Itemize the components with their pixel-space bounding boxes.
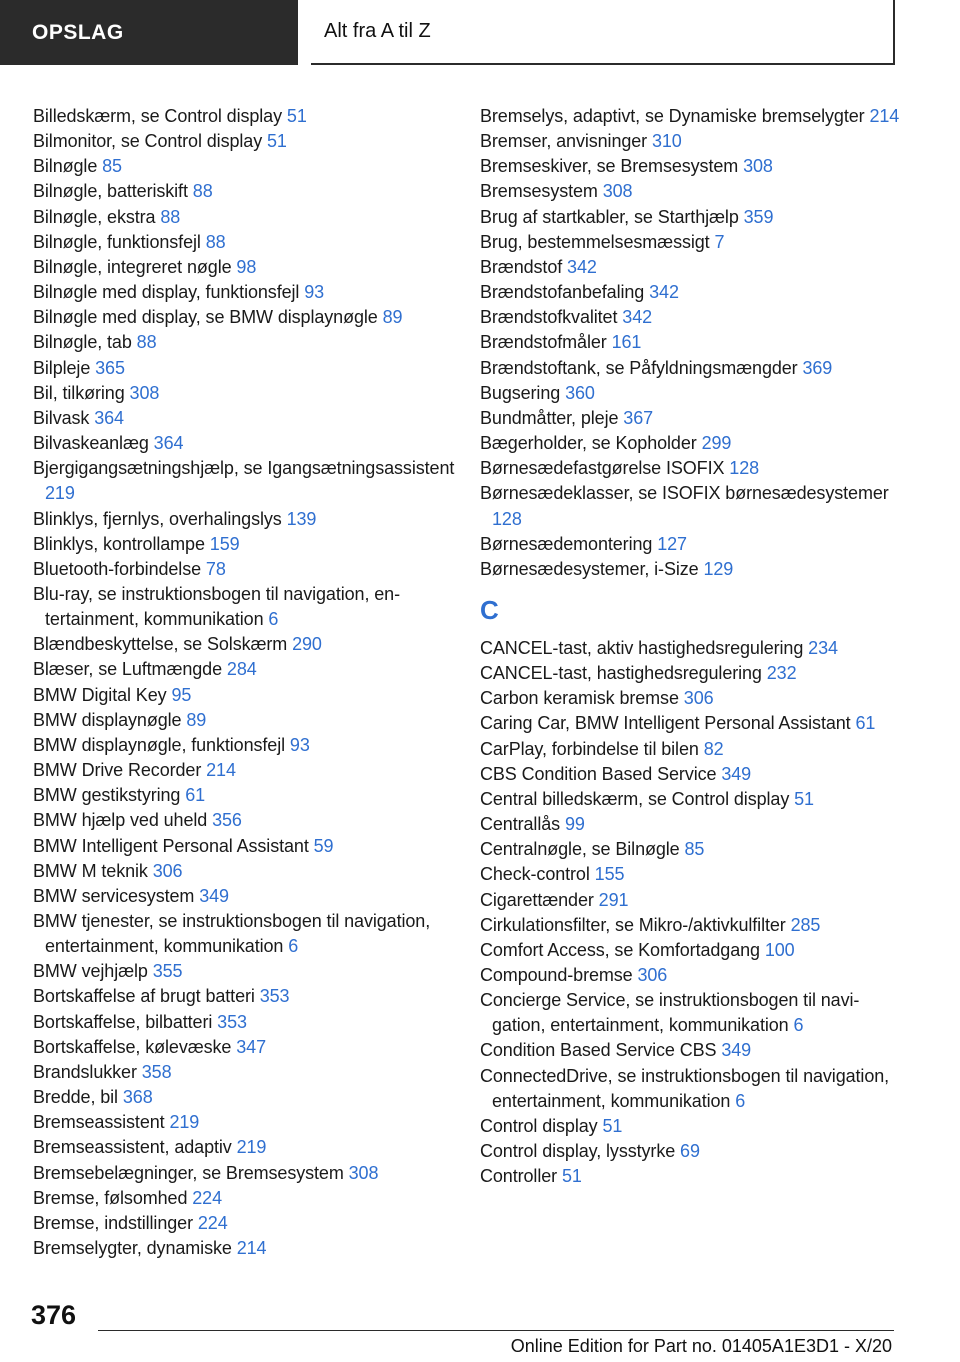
index-entry (480, 154, 900, 179)
index-term: BMW Drive Recorder (33, 760, 202, 781)
index-term: Cirkulationsfilter, se Mikro-/aktivkulfilter (480, 914, 786, 935)
index-term: Check-control (480, 864, 590, 885)
index-entry (33, 808, 463, 833)
index-entry (33, 406, 463, 431)
page-reference-link[interactable]: 51 (602, 1115, 623, 1136)
index-term: Børnesædeklasser, se ISOFIX børnesædesystemer (480, 483, 889, 504)
chapter-title-text: Alt fra A til Z (324, 20, 431, 42)
index-term: Bilnøgle, batteriskift (33, 181, 188, 202)
page-reference-link[interactable]: 129 (703, 558, 734, 579)
index-entry (480, 787, 900, 812)
page-reference-link[interactable]: 100 (764, 939, 795, 960)
page-reference-link[interactable]: 369 (802, 357, 833, 378)
index-entry (33, 456, 463, 506)
page-reference-link[interactable]: 6 (735, 1090, 746, 1111)
index-term: CANCEL-tast, aktiv hastighedsregulering (480, 637, 804, 658)
page-reference-link[interactable]: 159 (209, 533, 240, 554)
index-term: Bilpleje (33, 357, 91, 378)
page-reference-link[interactable]: 127 (657, 533, 687, 554)
index-term: Compound-bremse (480, 965, 633, 985)
index-entry (480, 888, 900, 913)
index-term: Bremsesystem (480, 181, 598, 202)
index-term: Bremselys, adaptivt, se Dynamiske bremselygter (480, 106, 865, 126)
index-entry (33, 859, 463, 884)
index-term: Controller (480, 1166, 558, 1187)
section-label: OPSLAG (32, 20, 124, 44)
section-tab (0, 0, 298, 65)
page-reference-link[interactable]: 78 (205, 558, 226, 579)
index-term: Billedskærm, se Control display (33, 106, 282, 126)
page-reference-link[interactable]: 6 (268, 609, 279, 630)
index-term: Caring Car, BMW Intelligent Personal Assistant (480, 713, 851, 734)
index-entry (33, 758, 463, 783)
index-entry (33, 632, 463, 657)
index-term: Bilnøgle, funktionsfejl (33, 231, 201, 252)
index-entry (33, 280, 463, 305)
page-reference-link[interactable]: 128 (729, 458, 760, 479)
index-entry (33, 230, 463, 255)
index-term: Bremsebelægninger, se Bremsesystem (33, 1162, 344, 1183)
index-entry (33, 708, 463, 733)
page-reference-link[interactable]: 98 (236, 256, 257, 277)
index-term: Bilnøgle, integreret nøgle (33, 256, 232, 277)
index-term: ConnectedDrive, se instruktionsbogen til navigation, entertainment, kommunikation (480, 1065, 890, 1111)
page-reference-link[interactable]: 82 (703, 738, 724, 759)
index-entry (480, 661, 900, 686)
index-term: BMW Digital Key (33, 684, 167, 705)
page-reference-link[interactable]: 299 (701, 433, 732, 454)
index-term: Cigarettænder (480, 889, 594, 910)
page-reference-link[interactable]: 306 (637, 965, 668, 985)
index-term: Bremseassistent (33, 1112, 165, 1133)
index-group-c (480, 636, 900, 1189)
index-entry (33, 1010, 463, 1035)
index-entry (33, 834, 463, 859)
page-reference-link[interactable]: 214 (206, 760, 236, 781)
index-term: Bortskaffelse af brugt batteri (33, 986, 255, 1007)
index-entry (480, 1164, 900, 1189)
index-entry (480, 381, 900, 406)
page-reference-link[interactable]: 310 (651, 131, 682, 152)
page-reference-link[interactable]: 51 (267, 131, 287, 152)
index-entry (33, 532, 463, 557)
index-entry (480, 179, 900, 204)
index-entry (33, 129, 463, 154)
index-term: Brug af startkabler, se Starthjælp (480, 206, 739, 227)
index-entry (480, 913, 900, 938)
index-term: Blu-ray, se instruktionsbogen til navigation, entertainment, kommunikation (33, 583, 401, 630)
page-reference-link[interactable]: 364 (94, 407, 124, 428)
page-reference-link[interactable]: 95 (171, 684, 192, 705)
index-entry (480, 205, 900, 230)
index-group-b (480, 104, 900, 582)
page-reference-link[interactable]: 224 (192, 1187, 222, 1208)
page-reference-link[interactable]: 349 (721, 1040, 752, 1061)
index-entry (33, 1211, 463, 1236)
index-term: Brandslukker (33, 1061, 137, 1082)
index-entry (480, 686, 900, 711)
index-entry (480, 230, 900, 255)
footer-rule (98, 1330, 894, 1331)
index-entry (33, 582, 463, 632)
page-reference-link[interactable]: 155 (594, 864, 625, 885)
index-entry (33, 884, 463, 909)
index-entry (33, 154, 463, 179)
page-reference-link[interactable]: 232 (766, 663, 797, 684)
page-reference-link[interactable]: 368 (122, 1087, 153, 1108)
page-reference-link[interactable]: 59 (313, 835, 334, 856)
index-entry (480, 737, 900, 762)
page-reference-link[interactable]: 161 (611, 332, 642, 353)
index-entry (480, 557, 900, 582)
page-reference-link[interactable]: 88 (192, 181, 213, 202)
index-entry (480, 330, 900, 355)
page-reference-link[interactable]: 234 (808, 637, 838, 658)
index-term: BMW displaynøgle, funktionsfejl (33, 734, 286, 755)
page-reference-link[interactable]: 342 (567, 256, 597, 277)
page-reference-link[interactable]: 219 (236, 1137, 267, 1158)
index-term: Bremseassistent, adaptiv (33, 1137, 232, 1158)
index-entry (480, 431, 900, 456)
index-column-right (480, 104, 900, 1189)
index-column-left (33, 104, 463, 1261)
index-term: Bortskaffelse, kølevæske (33, 1036, 232, 1057)
index-term: Blinklys, kontrollampe (33, 533, 205, 554)
index-term: Bilvaskeanlæg (33, 433, 149, 454)
index-term: Bredde, bil (33, 1087, 118, 1108)
page-reference-link[interactable]: 342 (622, 307, 653, 328)
index-entry (33, 557, 463, 582)
index-term: Brændstof (480, 256, 563, 277)
index-entry (33, 1035, 463, 1060)
index-term: Blinklys, fjernlys, overhalingslys (33, 508, 282, 529)
index-term: BMW tjenester, se instruktionsbogen til navigation, entertainment, kommunikation (33, 911, 431, 957)
page-reference-link[interactable]: 61 (855, 713, 876, 734)
page-reference-link[interactable]: 88 (205, 231, 226, 252)
page-reference-link[interactable]: 6 (793, 1015, 804, 1036)
page-reference-link[interactable]: 88 (136, 332, 157, 353)
page-reference-link[interactable]: 51 (561, 1166, 582, 1187)
page-reference-link[interactable]: 85 (684, 839, 705, 860)
index-entry (33, 255, 463, 280)
page-reference-link[interactable]: 358 (141, 1061, 172, 1082)
page-reference-link[interactable]: 51 (286, 106, 307, 126)
page-reference-link[interactable]: 61 (185, 785, 206, 806)
index-term: BMW M teknik (33, 860, 148, 881)
page-reference-link[interactable]: 306 (683, 688, 714, 709)
page-reference-link[interactable]: 349 (721, 763, 752, 784)
index-term: Bremselygter, dynamiske (33, 1238, 232, 1259)
index-entry (33, 1085, 463, 1110)
index-entry (33, 1060, 463, 1085)
page-reference-link[interactable]: 219 (45, 483, 75, 504)
page-reference-link[interactable]: 128 (492, 508, 522, 529)
index-entry (480, 862, 900, 887)
index-term: Bilvask (33, 407, 90, 428)
index-entry (480, 356, 900, 381)
index-term: BMW servicesystem (33, 885, 195, 906)
index-entry (480, 1139, 900, 1164)
index-entry (480, 305, 900, 330)
page-reference-link[interactable]: 88 (160, 206, 181, 227)
index-term: Bilnøgle, tab (33, 332, 132, 353)
page-reference-link[interactable]: 365 (95, 357, 125, 378)
index-entry (480, 636, 900, 661)
page-reference-link[interactable]: 89 (186, 709, 207, 730)
index-entry (33, 507, 463, 532)
page-reference-link[interactable]: 284 (226, 659, 257, 680)
index-entry (33, 104, 463, 129)
index-term: Brændstofmåler (480, 332, 607, 353)
index-term: Børnesædemontering (480, 533, 653, 554)
page-reference-link[interactable]: 347 (236, 1036, 266, 1057)
index-term: Control display (480, 1115, 598, 1136)
index-term: Bilnøgle, ekstra (33, 206, 156, 227)
page-reference-link[interactable]: 285 (790, 914, 821, 935)
index-entry (33, 356, 463, 381)
index-term: Blæser, se Luftmængde (33, 659, 223, 680)
page-reference-link[interactable]: 69 (680, 1141, 700, 1162)
index-entry (33, 1186, 463, 1211)
footer-edition: Online Edition for Part no. 01405A1E3D1 - X/20 (510, 1336, 892, 1356)
page-reference-link[interactable]: 356 (212, 810, 242, 831)
index-term: Carbon keramisk bremse (480, 688, 679, 709)
page-reference-link[interactable]: 214 (869, 106, 900, 126)
index-term: Brændstofkvalitet (480, 307, 618, 328)
index-term: Central billedskærm, se Control display (480, 788, 790, 809)
index-term: Bundmåtter, pleje (480, 407, 619, 428)
index-entry (33, 1236, 463, 1261)
index-term: Bjergigangsætningshjælp, se Igangsætningsassistent (33, 458, 455, 479)
page-reference-link[interactable]: 353 (259, 986, 290, 1007)
index-term: Centrallås (480, 814, 561, 835)
index-term: Concierge Service, se instruktionsbogen til navigation, entertainment, kommunikation (480, 990, 860, 1036)
index-term: Control display, lysstyrke (480, 1141, 676, 1162)
index-term: Bilmonitor, se Control display (33, 131, 263, 152)
index-term: Brændstofanbefaling (480, 282, 645, 303)
index-term: Brug, bestemmelsesmæssigt (480, 231, 710, 252)
page-number: 376 (31, 1300, 77, 1330)
index-entry (480, 762, 900, 787)
page-reference-link[interactable]: 364 (153, 433, 184, 454)
page-reference-link[interactable]: 99 (564, 814, 585, 835)
page-reference-link[interactable]: 308 (743, 156, 773, 177)
index-term: Bægerholder, se Kopholder (480, 433, 697, 454)
index-entry (480, 988, 900, 1038)
index-term: CarPlay, forbindelse til bilen (480, 738, 699, 759)
chapter-title (311, 0, 895, 65)
index-term: CANCEL-tast, hastighedsregulering (480, 663, 762, 684)
index-entry (33, 1135, 463, 1160)
letter-heading-c: C (480, 594, 499, 625)
page-reference-link[interactable]: 367 (623, 407, 654, 428)
index-entry (480, 963, 900, 988)
page-reference-link[interactable]: 349 (199, 885, 229, 906)
index-entry (480, 104, 900, 129)
index-entry (33, 330, 463, 355)
index-entry (480, 812, 900, 837)
index-term: Bilnøgle med display, funktionsfejl (33, 282, 300, 303)
page-reference-link[interactable]: 355 (152, 961, 183, 982)
page-reference-link[interactable]: 308 (129, 382, 160, 403)
index-entry (33, 1161, 463, 1186)
index-entry (480, 456, 900, 481)
page-reference-link[interactable]: 214 (236, 1238, 267, 1259)
index-term: Condition Based Service CBS (480, 1040, 717, 1061)
page-reference-link[interactable]: 308 (602, 181, 633, 202)
index-entry (33, 733, 463, 758)
page-reference-link[interactable]: 93 (304, 282, 325, 303)
index-term: Bremseskiver, se Bremsesystem (480, 156, 739, 177)
index-entry (33, 657, 463, 682)
index-term: Bil, tilkøring (33, 382, 125, 403)
page-reference-link[interactable]: 93 (289, 734, 310, 755)
index-term: Brændstoftank, se Påfyldningsmængder (480, 357, 798, 378)
page-reference-link[interactable]: 291 (598, 889, 629, 910)
index-entry (480, 1038, 900, 1063)
index-entry (480, 280, 900, 305)
index-entry (33, 1110, 463, 1135)
index-term: BMW vejhjælp (33, 961, 148, 982)
index-entry (480, 255, 900, 280)
page-reference-link[interactable]: 360 (565, 382, 595, 403)
index-entry (480, 129, 900, 154)
index-entry (480, 481, 900, 531)
index-term: Comfort Access, se Komfortadgang (480, 939, 760, 960)
index-entry (33, 431, 463, 456)
index-entry (480, 938, 900, 963)
index-term: Børnesædefastgørelse ISOFIX (480, 458, 725, 479)
index-term: BMW hjælp ved uheld (33, 810, 208, 831)
page-reference-link[interactable]: 219 (169, 1112, 200, 1133)
page-reference-link[interactable]: 342 (649, 282, 679, 303)
index-term: CBS Condition Based Service (480, 763, 717, 784)
page-reference-link[interactable]: 308 (348, 1162, 379, 1183)
index-entry (480, 406, 900, 431)
index-entry (480, 1064, 900, 1114)
page-reference-link[interactable]: 139 (286, 508, 317, 529)
page-reference-link[interactable]: 290 (292, 634, 322, 655)
index-entry (33, 683, 463, 708)
page-reference-link[interactable]: 353 (217, 1011, 247, 1032)
index-term: Bilnøgle med display, se BMW displaynøgle (33, 307, 378, 328)
index-term: Bremser, anvisninger (480, 131, 648, 152)
index-entry (33, 205, 463, 230)
index-term: BMW gestikstyring (33, 785, 181, 806)
index-term: Bluetooth-forbindelse (33, 558, 202, 579)
index-term: Bortskaffelse, bilbatteri (33, 1011, 213, 1032)
page-reference-link[interactable]: 89 (382, 307, 403, 328)
index-entry (33, 959, 463, 984)
index-term: Bremse, indstillinger (33, 1212, 193, 1233)
page-reference-link[interactable]: 306 (152, 860, 183, 881)
index-term: Børnesædesystemer, i-Size (480, 558, 699, 579)
index-term: Bremse, følsomhed (33, 1187, 188, 1208)
page-reference-link[interactable]: 85 (102, 156, 122, 177)
index-entry (33, 179, 463, 204)
index-entry (33, 381, 463, 406)
index-entry (33, 783, 463, 808)
index-entry (480, 1114, 900, 1139)
page-reference-link[interactable]: 51 (794, 788, 814, 809)
index-term: BMW displaynøgle (33, 709, 182, 730)
index-entry (33, 984, 463, 1009)
index-term: Blændbeskyttelse, se Solskærm (33, 634, 288, 655)
index-entry (480, 711, 900, 736)
index-term: Bugsering (480, 382, 561, 403)
page-reference-link[interactable]: 7 (714, 231, 725, 252)
index-term: BMW Intelligent Personal Assistant (33, 835, 309, 856)
page-reference-link[interactable]: 359 (743, 206, 774, 227)
index-term: Centralnøgle, se Bilnøgle (480, 839, 680, 860)
index-entry (33, 305, 463, 330)
index-term: Bilnøgle (33, 156, 98, 177)
page-reference-link[interactable]: 6 (288, 936, 299, 957)
index-entry (480, 532, 900, 557)
index-entry (480, 837, 900, 862)
page-reference-link[interactable]: 224 (197, 1212, 228, 1233)
index-entry (33, 909, 463, 959)
